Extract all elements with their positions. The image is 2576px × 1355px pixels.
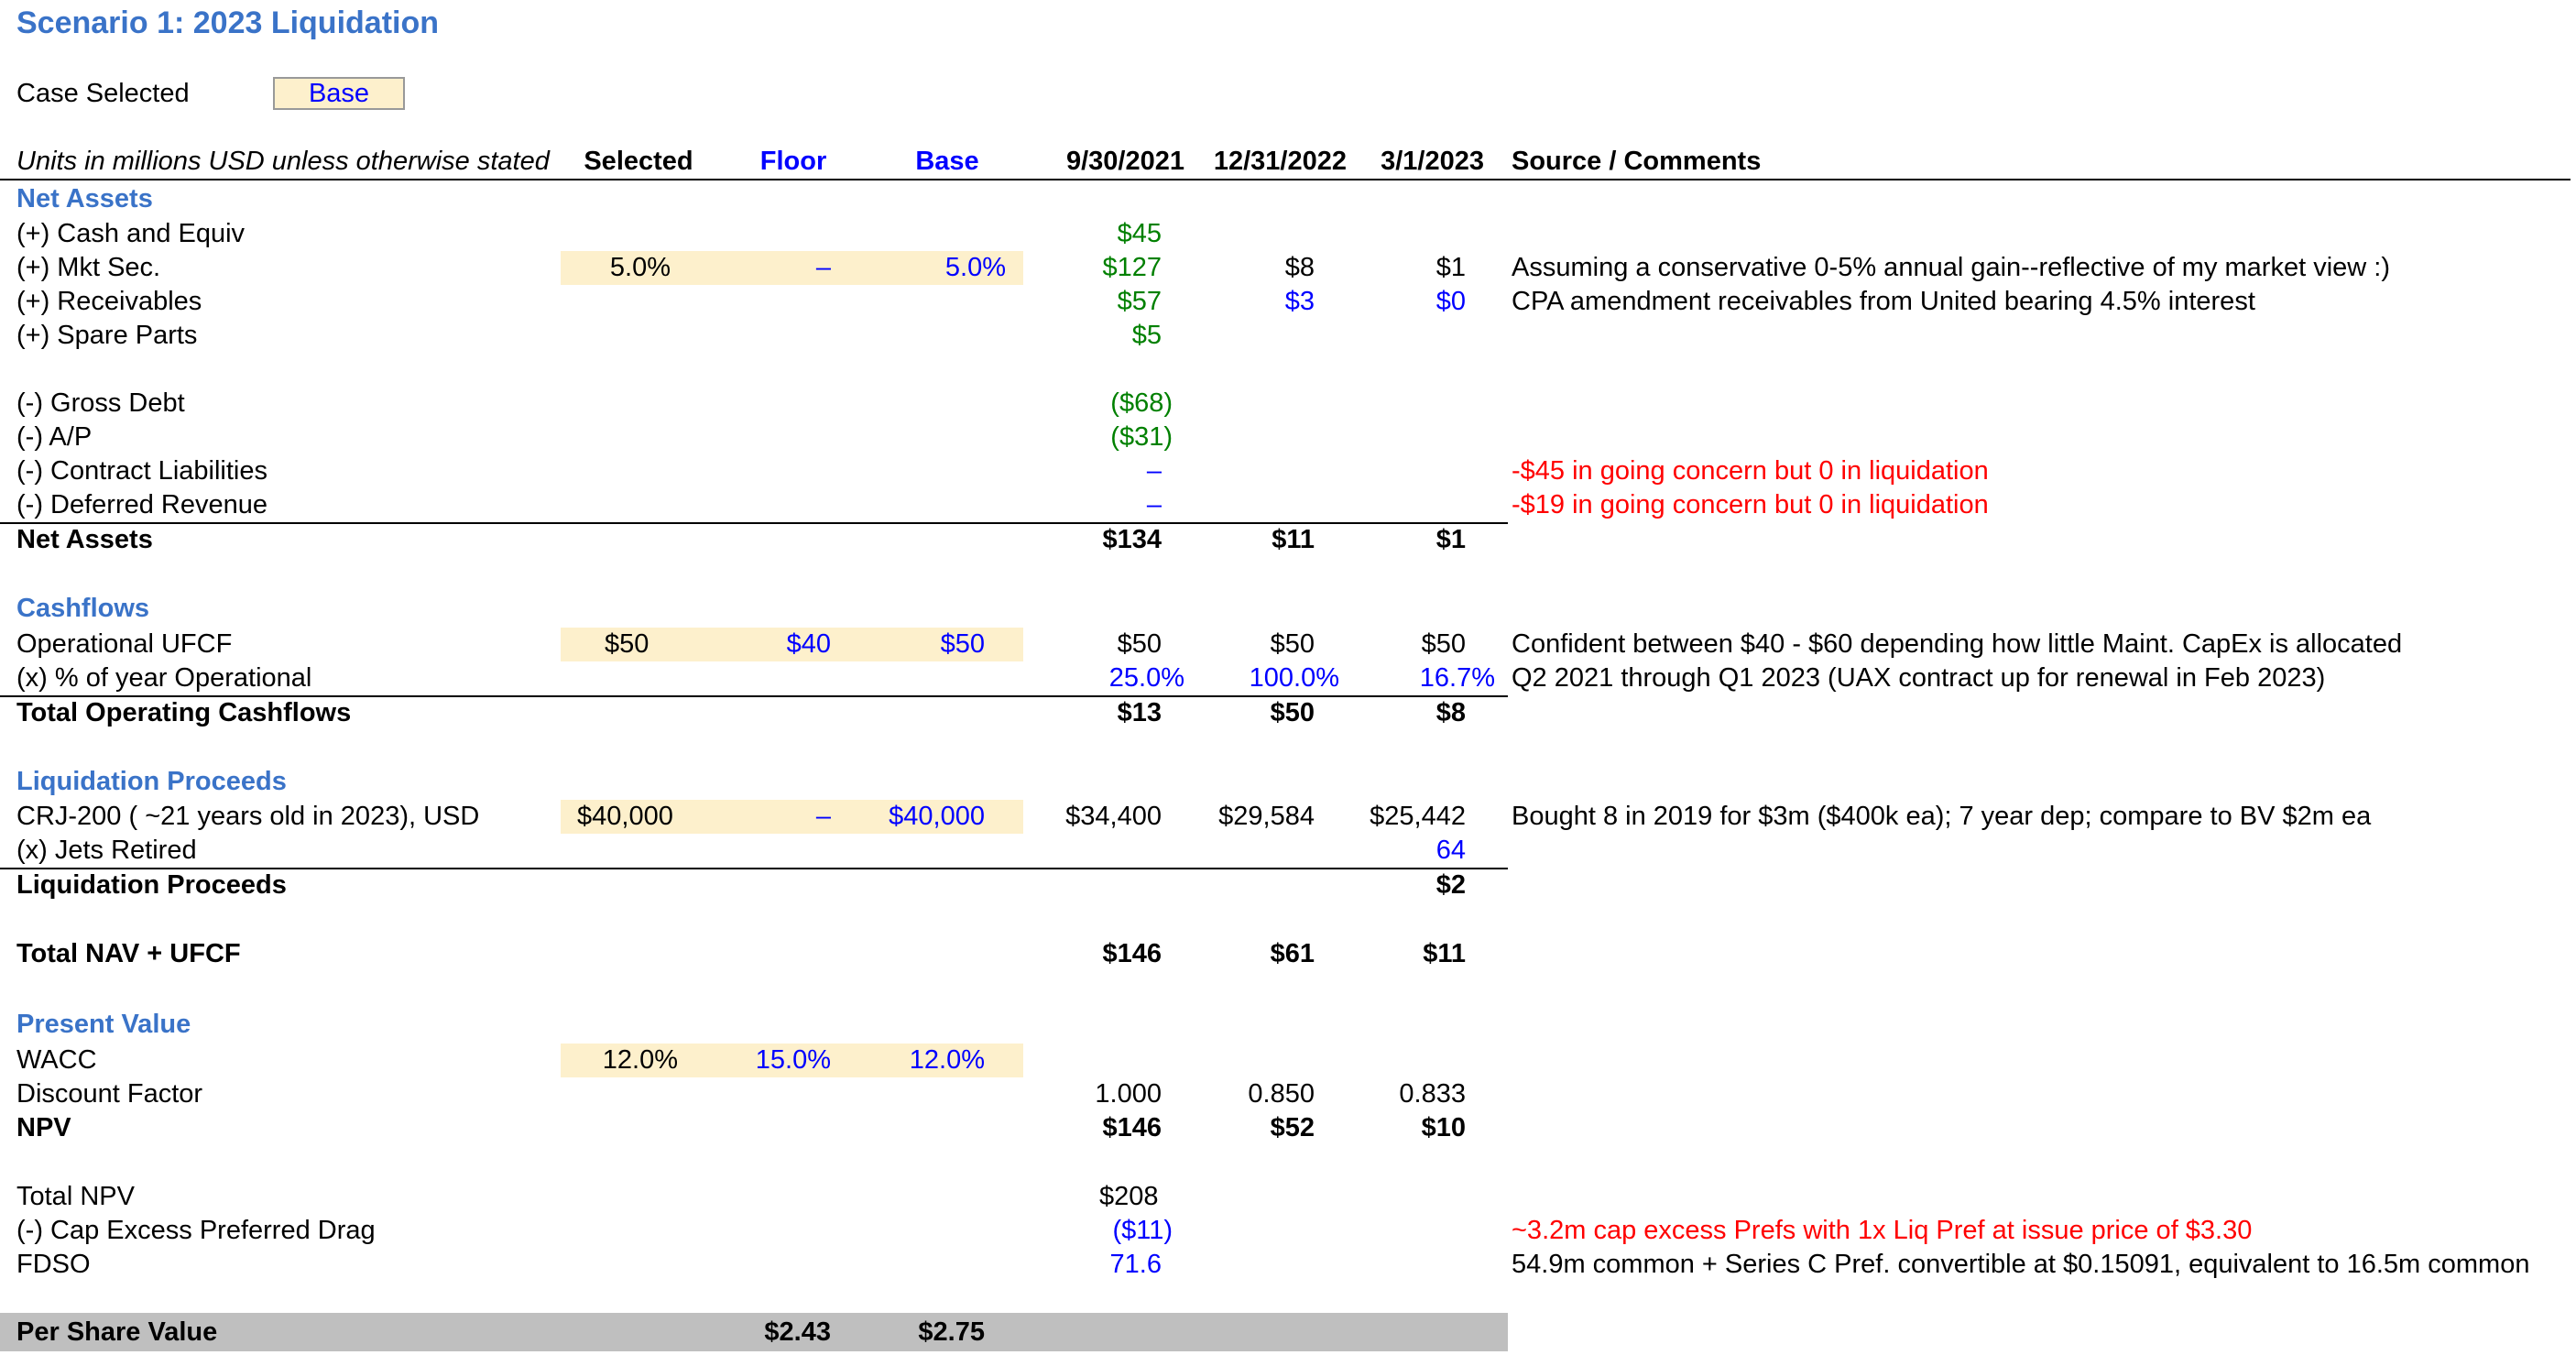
row-receivables: (+) Receivables $57 $3 $0 CPA amendment receivables from United bearing 4.5% interest	[0, 285, 2576, 319]
units-note: Units in millions USD unless otherwise stated	[16, 147, 550, 176]
row-cash: (+) Cash and Equiv $45	[16, 219, 1162, 248]
input-floor[interactable]: 15.0%	[755, 1045, 831, 1075]
col-header-date-1: 9/30/2021	[1065, 147, 1184, 176]
comment: Assuming a conservative 0-5% annual gain--reflective of my market view :)	[1512, 253, 2390, 282]
row-pct-year: (x) % of year Operational 25.0% 100.0% 16.7% Q2 2021 through Q1 2023 (UAX contract up for renewal in Feb 2023)	[0, 661, 2576, 695]
row-total-nav-ufcf: Total NAV + UFCF $146 $61 $11	[16, 939, 1466, 968]
input-base[interactable]: $40,000	[889, 802, 985, 831]
row-gross-debt: (-) Gross Debt ($68)	[16, 388, 1173, 418]
case-selected-label: Case Selected	[16, 79, 190, 108]
input-selected[interactable]: 12.0%	[602, 1045, 678, 1075]
row-per-share-value: Per Share Value $2.43 $2.75	[0, 1316, 2576, 1350]
input-floor[interactable]: $40	[786, 629, 831, 659]
section-liquidation-proceeds: Liquidation Proceeds	[16, 767, 287, 796]
input-base[interactable]: 5.0%	[944, 253, 1006, 282]
header-row	[0, 145, 2576, 179]
section-cashflows: Cashflows	[16, 594, 150, 623]
input-floor[interactable]: –	[815, 253, 831, 282]
col-header-selected: Selected	[584, 147, 693, 176]
comment: CPA amendment receivables from United bearing 4.5% interest	[1512, 287, 2255, 316]
comment: Q2 2021 through Q1 2023 (UAX contract up for renewal in Feb 2023)	[1512, 663, 2326, 693]
row-wacc: WACC 12.0% 15.0% 12.0%	[0, 1044, 2576, 1077]
page-title: Scenario 1: 2023 Liquidation	[16, 5, 440, 40]
comment: 54.9m common + Series C Pref. convertible at $0.15091, equivalent to 16.5m common	[1512, 1250, 2530, 1279]
row-discount-factor: Discount Factor 1.000 0.850 0.833	[16, 1079, 1466, 1109]
row-fdso: FDSO 71.6 54.9m common + Series C Pref. convertible at $0.15091, equivalent to 16.5m common	[0, 1248, 2576, 1282]
row-total-npv: Total NPV $208	[16, 1182, 1159, 1211]
input-selected[interactable]: 5.0%	[609, 253, 671, 282]
row-spare-parts: (+) Spare Parts $5	[16, 321, 1162, 350]
row-liquidation-proceeds-total: Liquidation Proceeds $2	[16, 870, 1466, 900]
input-base[interactable]: 12.0%	[909, 1045, 985, 1075]
input-base[interactable]: $50	[940, 629, 985, 659]
col-header-date-2: 12/31/2022	[1213, 147, 1347, 176]
row-jets-retired: (x) Jets Retired 64	[16, 836, 1466, 865]
col-header-base: Base	[915, 147, 979, 176]
row-cap-excess-drag: (-) Cap Excess Preferred Drag ($11) ~3.2m cap excess Prefs with 1x Liq Pref at issue price of $3.30	[0, 1214, 2576, 1248]
comment: Bought 8 in 2019 for $3m ($400k ea); 7 year dep; compare to BV $2m ea	[1512, 802, 2372, 831]
section-net-assets: Net Assets	[16, 184, 153, 213]
header-divider	[0, 179, 2571, 180]
col-header-date-3: 3/1/2023	[1381, 147, 1484, 176]
row-net-assets-total: Net Assets $134 $11 $1	[16, 525, 1466, 554]
input-selected[interactable]: $50	[605, 629, 649, 659]
input-floor[interactable]: –	[815, 802, 831, 831]
comment: Confident between $40 - $60 depending how little Maint. CapEx is allocated	[1512, 629, 2403, 659]
row-mkt-sec: (+) Mkt Sec. 5.0% – 5.0% $127 $8 $1 Assuming a conservative 0-5% annual gain--reflective of my market view :)	[0, 251, 2576, 285]
comment: -$19 in going concern but 0 in liquidation	[1512, 490, 1989, 519]
col-header-floor: Floor	[759, 147, 827, 176]
input-selected[interactable]: $40,000	[577, 802, 673, 831]
col-header-comments: Source / Comments	[1512, 147, 1762, 176]
comment: ~3.2m cap excess Prefs with 1x Liq Pref at issue price of $3.30	[1512, 1216, 2253, 1245]
section-present-value: Present Value	[16, 1010, 191, 1039]
row-ap: (-) A/P ($31)	[16, 422, 1173, 452]
per-share-floor: $2.43	[764, 1317, 831, 1347]
comment: -$45 in going concern but 0 in liquidation	[1512, 456, 1989, 486]
row-deferred-revenue: (-) Deferred Revenue – -$19 in going concern but 0 in liquidation	[0, 488, 2576, 522]
row-contract-liabilities: (-) Contract Liabilities – -$45 in going concern but 0 in liquidation	[0, 454, 2576, 488]
row-operational-ufcf: Operational UFCF $50 $40 $50 $50 $50 $50 Confident between $40 - $60 depending how little Maint. CapEx is allocated	[0, 628, 2576, 661]
case-selector[interactable]: Base	[273, 77, 405, 110]
row-crj200: CRJ-200 ( ~21 years old in 2023), USD $40,000 – $40,000 $34,400 $29,584 $25,442 Bought 8 in 2019 for $3m ($400k ea); 7 year dep; compare to BV $2m ea	[0, 800, 2576, 834]
row-total-operating-cashflows: Total Operating Cashflows $13 $50 $8	[16, 698, 1466, 727]
per-share-base: $2.75	[918, 1317, 985, 1347]
row-npv: NPV $146 $52 $10	[16, 1113, 1466, 1142]
